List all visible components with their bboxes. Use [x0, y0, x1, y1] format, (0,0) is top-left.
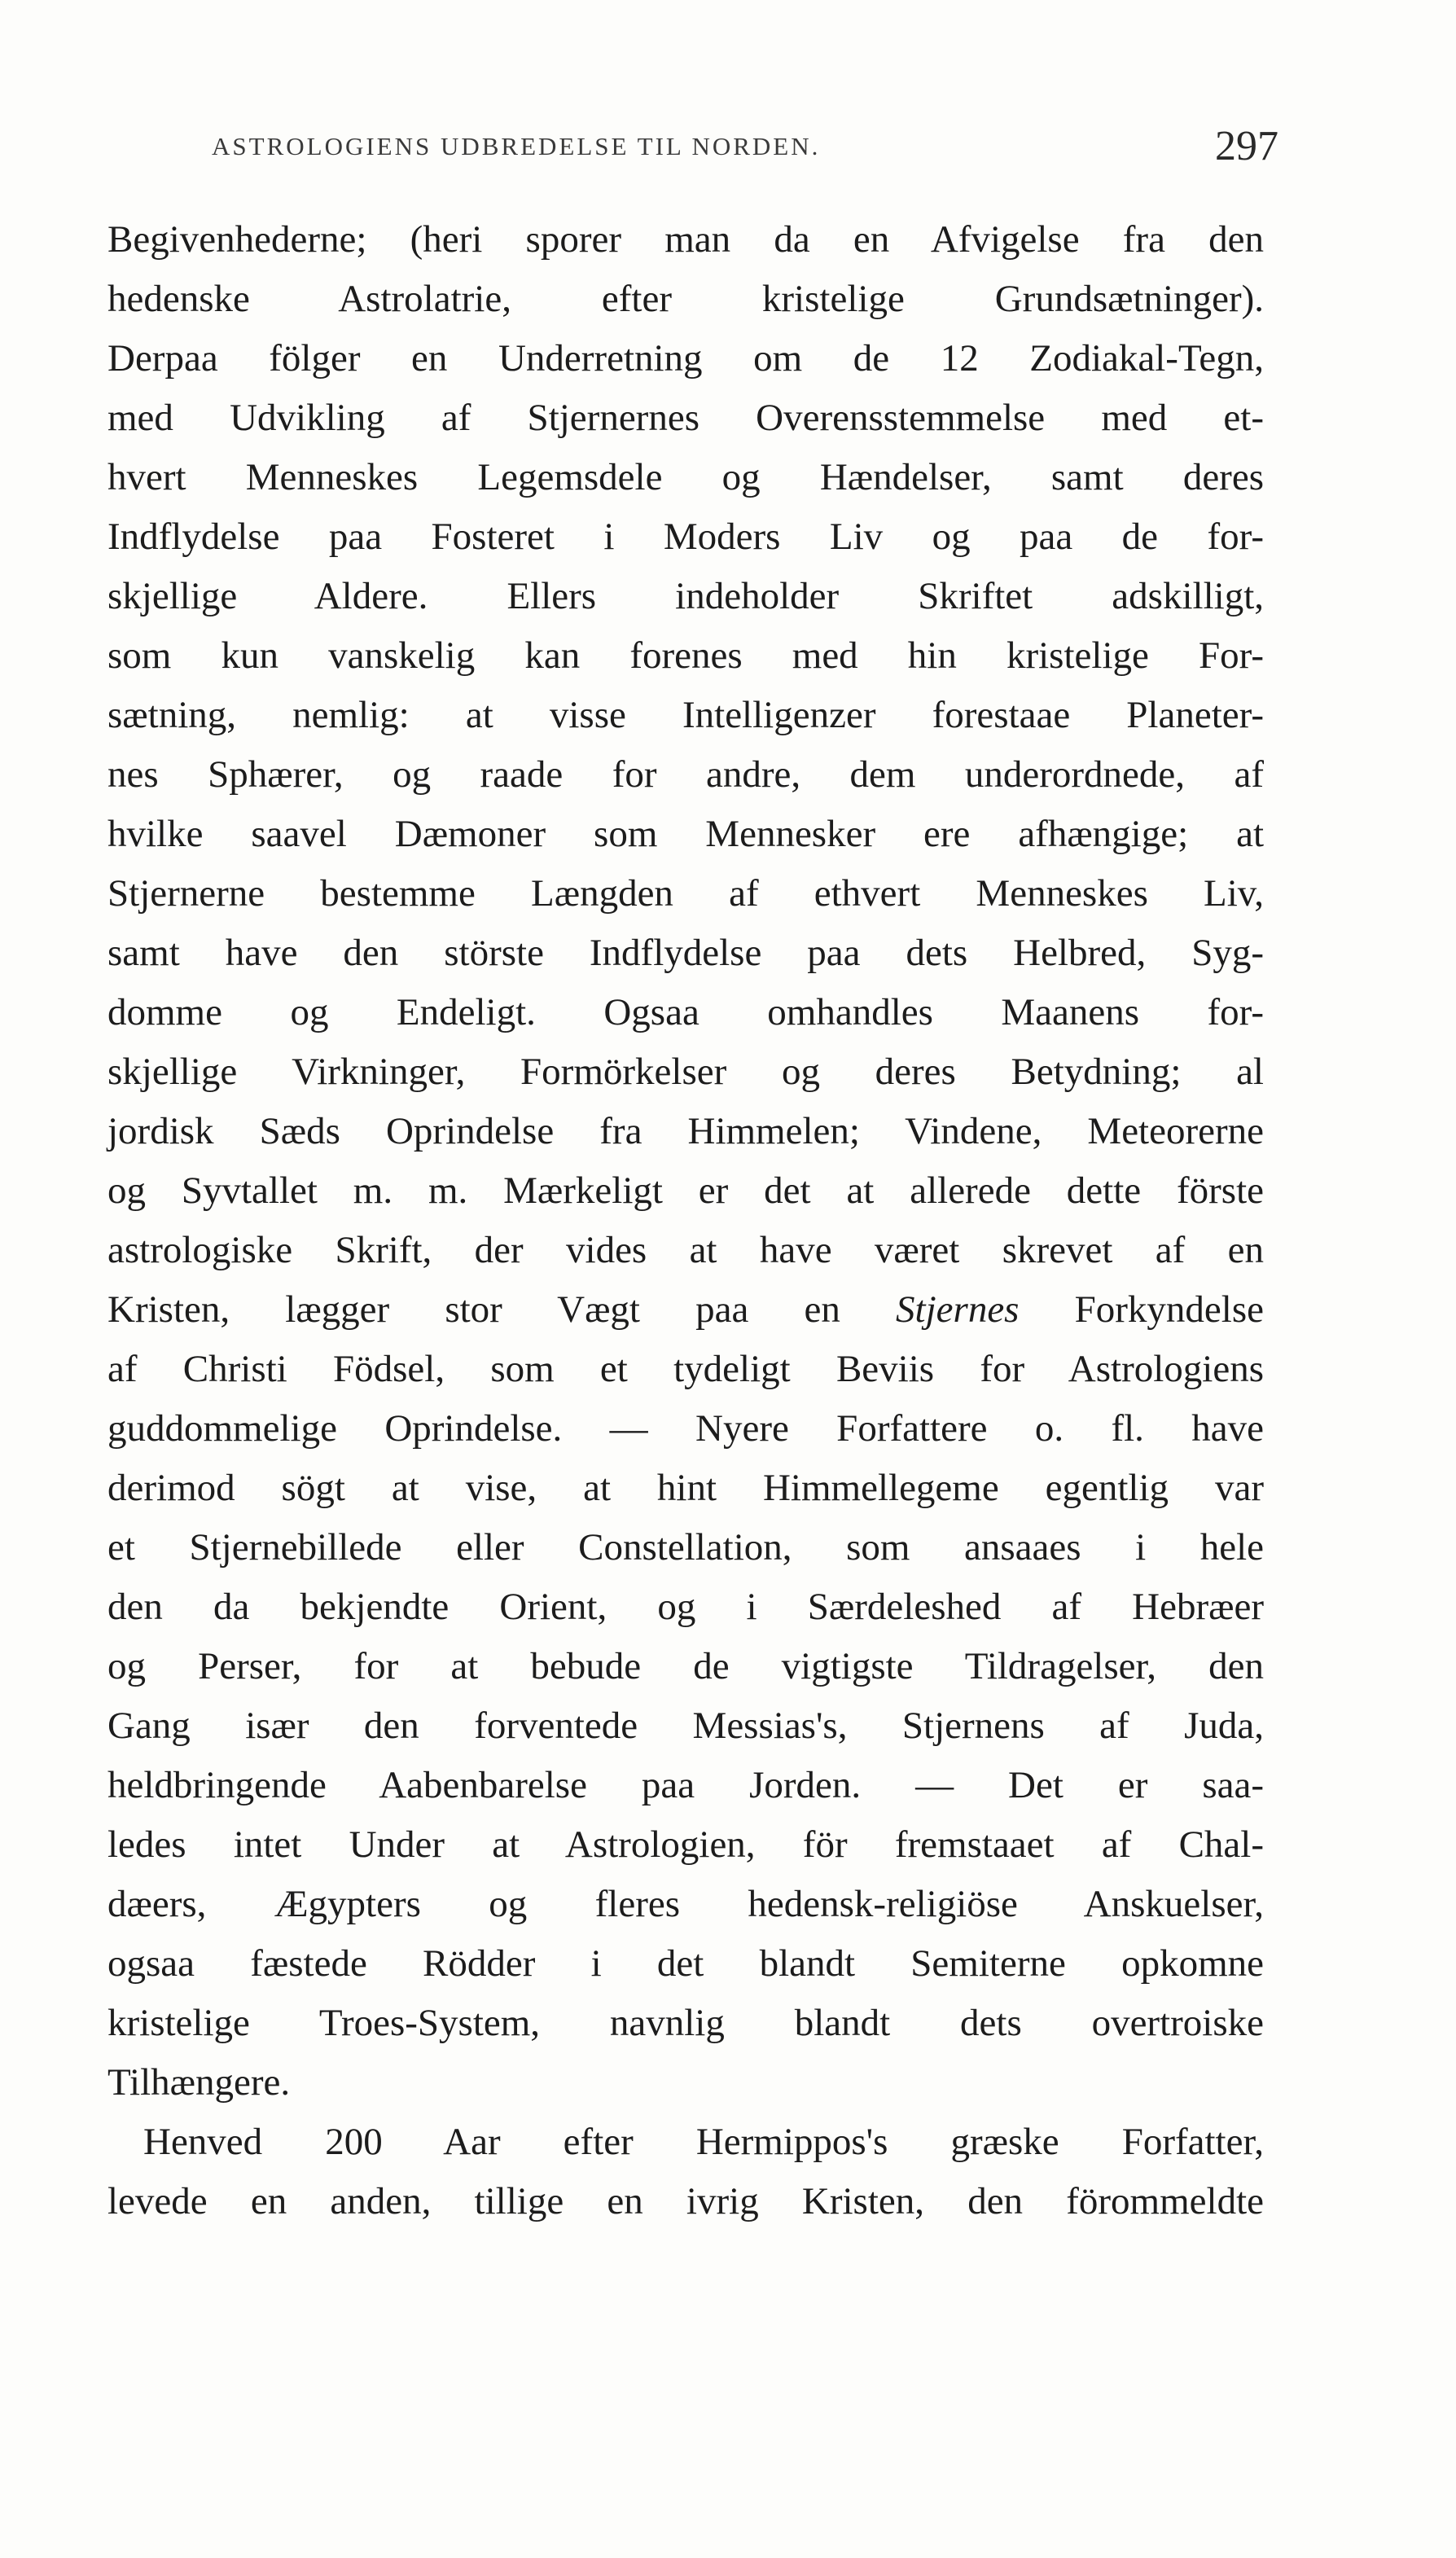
- text-line: ledes intet Under at Astrologien, för fremstaaet af Chal-: [107, 1823, 1264, 1866]
- text-line: nes Sphærer, og raade for andre, dem underordnede, af: [107, 753, 1264, 796]
- text-line: sætning, nemlig: at visse Intelligenzer forestaae Planeter-: [107, 694, 1264, 736]
- text-line: Begivenhederne; (heri sporer man da en Afvigelse fra den: [107, 218, 1264, 261]
- text-line-paragraph-start: Henved 200 Aar efter Hermippos's græske Forfatter,: [143, 2121, 1264, 2163]
- running-head: [212, 122, 1278, 179]
- text-line: kristelige Troes-System, navnlig blandt dets overtroiske: [107, 2002, 1264, 2044]
- text-line: ogsaa fæstede Rödder i det blandt Semiterne opkomne: [107, 1942, 1264, 1985]
- text-fragment: Forkyndelse: [1074, 1288, 1264, 1331]
- page-number: 297: [1215, 123, 1278, 169]
- text-line: og Syvtallet m. m. Mærkeligt er det at allerede dette förste: [107, 1169, 1264, 1212]
- text-line: skjellige Aldere. Ellers indeholder Skriftet adskilligt,: [107, 575, 1264, 617]
- text-line: guddommelige Oprindelse. — Nyere Forfattere o. fl. have: [107, 1407, 1264, 1450]
- text-line: den da bekjendte Orient, og i Særdeleshed af Hebræer: [107, 1586, 1264, 1628]
- text-line-with-emphasis: [107, 1280, 1264, 1340]
- text-line: domme og Endeligt. Ogsaa omhandles Maanens for-: [107, 991, 1264, 1033]
- body-text: [107, 210, 1264, 2231]
- running-title: ASTROLOGIENS UDBREDELSE TIL NORDEN.: [212, 132, 821, 160]
- text-line: af Christi Födsel, som et tydeligt Beviis for Astrologiens: [107, 1348, 1264, 1390]
- text-line: Derpaa fölger en Underretning om de 12 Zodiakal-Tegn,: [107, 337, 1264, 380]
- text-line: et Stjernebillede eller Constellation, som ansaaes i hele: [107, 1526, 1264, 1569]
- text-line: hedenske Astrolatrie, efter kristelige Grundsætninger).: [107, 278, 1264, 320]
- text-fragment: Kristen, lægger stor Vægt paa en: [107, 1288, 840, 1331]
- emphasis-stjernes: Stjernes: [896, 1288, 1020, 1331]
- text-line: Stjernerne bestemme Længden af ethvert Menneskes Liv,: [107, 872, 1264, 915]
- text-line: levede en anden, tillige en ivrig Kristen, den förommeldte: [107, 2180, 1264, 2222]
- text-line: derimod sögt at vise, at hint Himmellegeme egentlig var: [107, 1467, 1264, 1509]
- text-line: Gang især den forventede Messias's, Stjernens af Juda,: [107, 1705, 1264, 1747]
- text-line: med Udvikling af Stjernernes Overensstemmelse med et-: [107, 397, 1264, 439]
- text-line-paragraph-end: Tilhængere.: [107, 2061, 291, 2104]
- text-line: og Perser, for at bebude de vigtigste Tildragelser, den: [107, 1645, 1264, 1687]
- text-line: jordisk Sæds Oprindelse fra Himmelen; Vindene, Meteorerne: [107, 1110, 1264, 1152]
- text-line: hvert Menneskes Legemsdele og Hændelser, samt deres: [107, 456, 1264, 498]
- text-line: heldbringende Aabenbarelse paa Jorden. — Det er saa-: [107, 1764, 1264, 1806]
- text-line: astrologiske Skrift, der vides at have været skrevet af en: [107, 1229, 1264, 1271]
- text-line: skjellige Virkninger, Formörkelser og deres Betydning; al: [107, 1051, 1264, 1093]
- text-line: hvilke saavel Dæmoner som Mennesker ere afhængige; at: [107, 813, 1264, 855]
- text-line: som kun vanskelig kan forenes med hin kristelige For-: [107, 634, 1264, 677]
- text-line: samt have den störste Indflydelse paa dets Helbred, Syg-: [107, 932, 1264, 974]
- text-line: Indflydelse paa Fosteret i Moders Liv og paa de for-: [107, 516, 1264, 558]
- text-line: dæers, Ægypters og fleres hedensk-religiöse Anskuelser,: [107, 1883, 1264, 1925]
